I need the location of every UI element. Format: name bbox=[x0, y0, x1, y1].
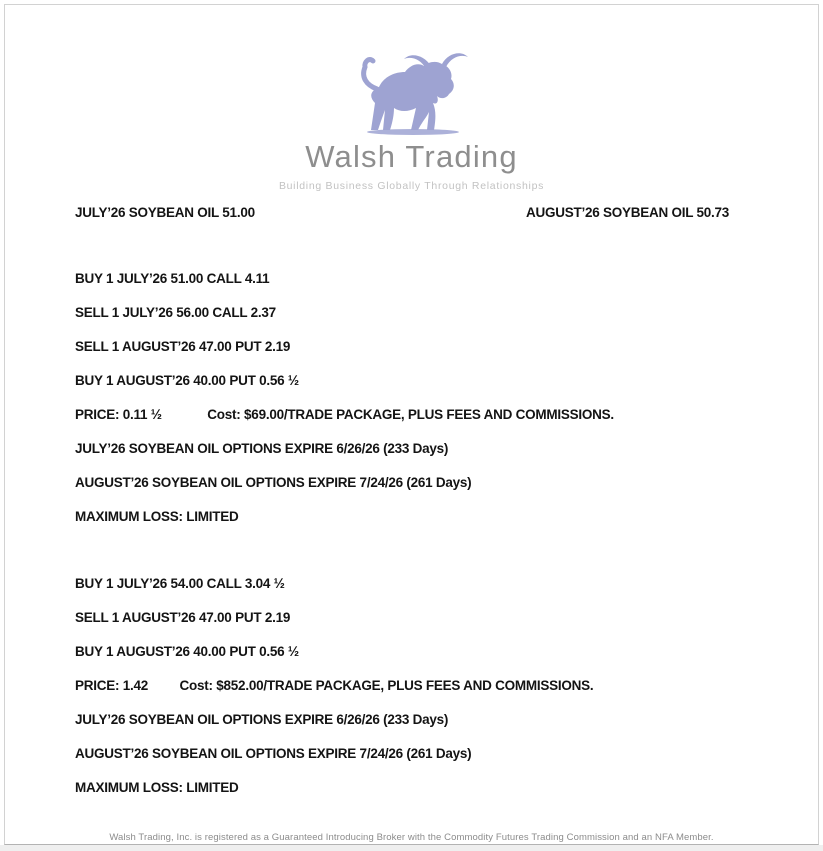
trade-line: SELL 1 AUGUST’26 47.00 PUT 2.19 bbox=[75, 610, 291, 625]
expiry-line: AUGUST’26 SOYBEAN OIL OPTIONS EXPIRE 7/24/26 (261 Days) bbox=[75, 475, 472, 490]
max-loss-line: MAXIMUM LOSS: LIMITED bbox=[75, 509, 239, 524]
trade-line: SELL 1 JULY’26 56.00 CALL 2.37 bbox=[75, 305, 276, 320]
trade-package-1 bbox=[75, 272, 614, 544]
max-loss-line: MAXIMUM LOSS: LIMITED bbox=[75, 780, 239, 795]
trade-line: SELL 1 AUGUST’26 47.00 PUT 2.19 bbox=[75, 339, 291, 354]
price-line: PRICE: 1.42 Cost: $852.00/TRADE PACKAGE, PLUS FEES AND COMMISSIONS. bbox=[75, 678, 594, 693]
bull-logo-icon bbox=[351, 51, 473, 137]
document-page bbox=[4, 4, 819, 845]
trade-line: BUY 1 AUGUST’26 40.00 PUT 0.56 ½ bbox=[75, 373, 299, 388]
trade-line: BUY 1 AUGUST’26 40.00 PUT 0.56 ½ bbox=[75, 644, 299, 659]
price-line: PRICE: 0.11 ½ Cost: $69.00/TRADE PACKAGE, PLUS FEES AND COMMISSIONS. bbox=[75, 407, 614, 422]
july-contract-header: JULY’26 SOYBEAN OIL 51.00 bbox=[75, 205, 255, 220]
walsh-trading-logo bbox=[5, 51, 818, 192]
contract-header-row bbox=[75, 205, 788, 221]
footer-disclaimer: Walsh Trading, Inc. is registered as a Guaranteed Introducing Broker with the Commodity Futures Trading Commission and an NFA Member. bbox=[109, 832, 714, 843]
window-bottom-strip bbox=[0, 845, 823, 851]
trade-line: BUY 1 JULY’26 51.00 CALL 4.11 bbox=[75, 271, 270, 286]
expiry-line: JULY’26 SOYBEAN OIL OPTIONS EXPIRE 6/26/26 (233 Days) bbox=[75, 441, 449, 456]
expiry-line: AUGUST’26 SOYBEAN OIL OPTIONS EXPIRE 7/24/26 (261 Days) bbox=[75, 746, 472, 761]
expiry-line: JULY’26 SOYBEAN OIL OPTIONS EXPIRE 6/26/26 (233 Days) bbox=[75, 712, 449, 727]
trade-package-2 bbox=[75, 577, 593, 815]
august-contract-header: AUGUST’26 SOYBEAN OIL 50.73 bbox=[526, 205, 730, 220]
brand-name: Walsh Trading bbox=[305, 139, 518, 174]
brand-tagline: Building Business Globally Through Relationships bbox=[278, 180, 545, 192]
trade-line: BUY 1 JULY’26 54.00 CALL 3.04 ½ bbox=[75, 576, 285, 591]
